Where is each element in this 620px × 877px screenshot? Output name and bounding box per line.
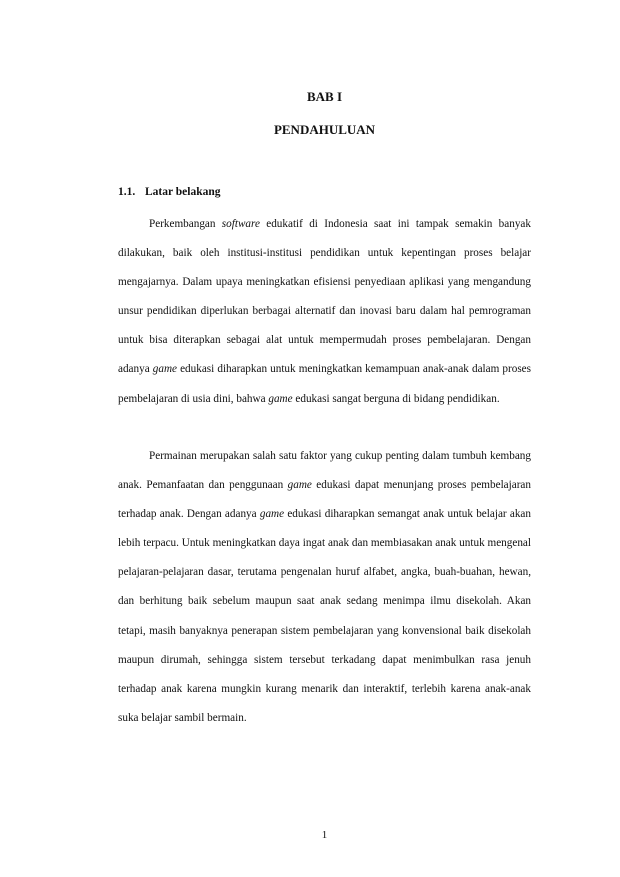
page-number: 1 — [321, 829, 328, 841]
text-segment-italic: game — [259, 508, 285, 521]
text-segment: edukasi diharapkan semangat anak untuk belajar akan lebih terpacu. Untuk meningkatkan daya ingat anak dan membiasakan anak untuk mengenal pelajaran-pelajaran dasar, terutama pengenalan huruf alfabet, angka, buah-buahan, hewan, dan berhitung baik sebelum maupun saat anak sedang menimpa ilmu disekolah. Akan tetapi, masih banyaknya penerapan sistem pembelajaran yang konvensional baik disekolah maupun dirumah, sehingga sistem tersebut terkadang dapat menimbulkan rasa jenuh terhadap anak karena mungkin kurang menarik dan interaktif, terlebih karena anak-anak suka belajar sambil bermain. — [118, 508, 531, 724]
text-segment: Perkembangan — [149, 218, 222, 230]
section-heading — [118, 184, 221, 200]
text-segment-italic: game — [152, 363, 177, 376]
text-segment-italic: software — [221, 218, 260, 230]
chapter-title: PENDAHULUAN — [273, 122, 376, 137]
text-segment: edukatif di Indonesia saat ini tampak semakin banyak dilakukan, baik oleh institusi-institusi pendidikan untuk kepentingan proses belajar mengajarnya. Dalam upaya meningkatkan efisiensi penyediaan aplikasi yang mengandung unsur pendidikan diperlukan berbagai alternatif dan inovasi baru dalam hal pemrograman untuk bisa diterapkan sebagai alat untuk mempermudah proses pembelajaran. Dengan adanya — [118, 218, 531, 376]
text-segment: Permainan merupakan salah satu faktor yang cukup penting dalam tumbuh kembang anak. Pemanfaatan dan penggunaan — [118, 450, 531, 492]
text-segment-italic: game — [268, 392, 293, 405]
text-segment: edukasi diharapkan untuk meningkatkan kemampuan anak-anak dalam proses pembelajaran di usia dini, bahwa — [118, 363, 531, 405]
paragraph-2 — [118, 442, 531, 733]
paragraph-1 — [118, 210, 531, 414]
section-title: Latar belakang — [145, 186, 221, 198]
text-segment-italic: game — [287, 479, 312, 492]
section-number: 1.1. — [118, 186, 136, 198]
text-segment: edukasi dapat menunjang proses pembelajaran terhadap anak. Dengan adanya — [118, 479, 531, 521]
text-segment: edukasi sangat berguna di bidang pendidikan. — [292, 392, 500, 405]
chapter-label: BAB I — [306, 89, 343, 104]
